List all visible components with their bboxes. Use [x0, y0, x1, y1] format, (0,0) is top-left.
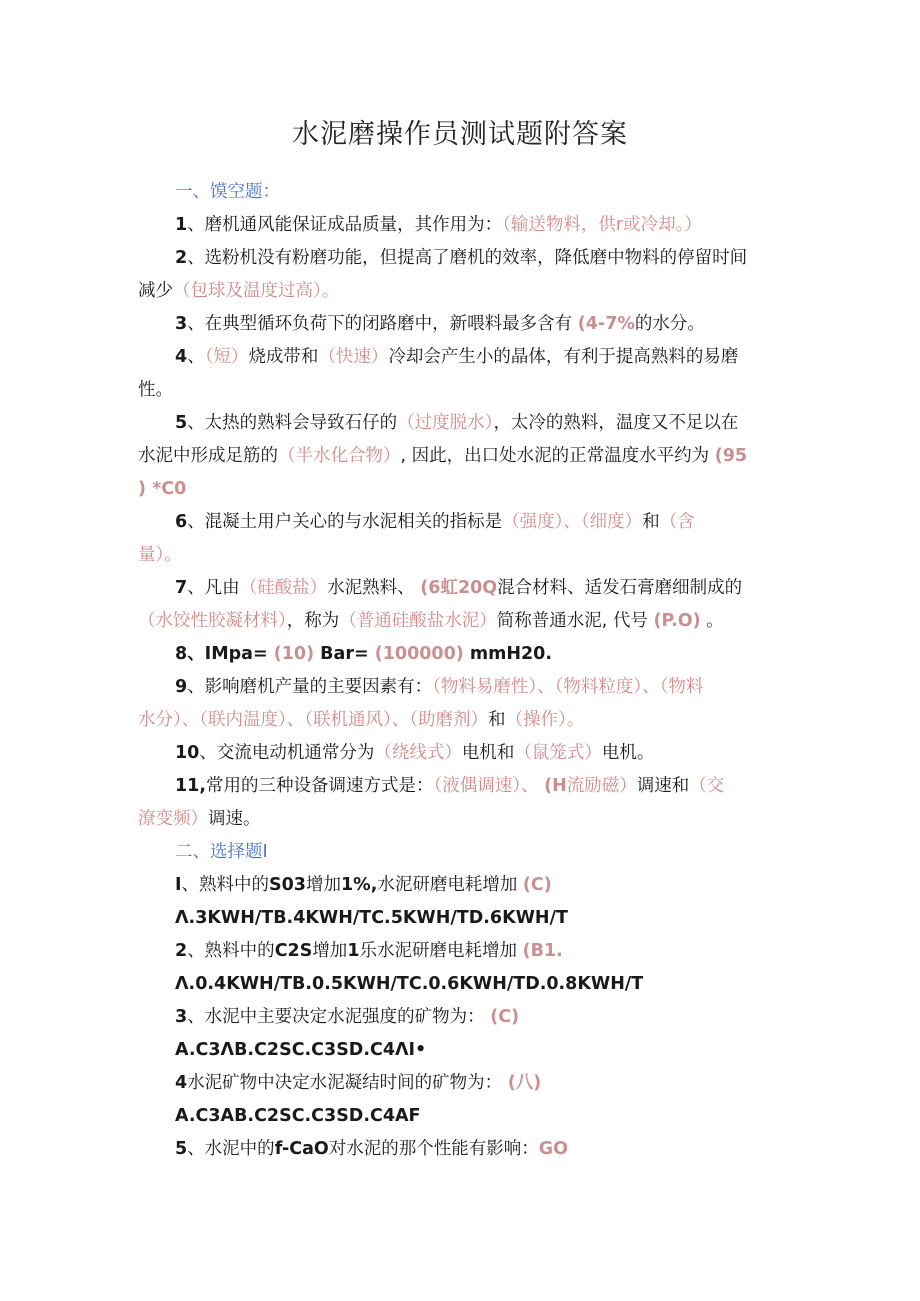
- section-fill-blank-heading: 一、馍空题：: [175, 182, 280, 202]
- answer: （强度）、（细度）: [502, 512, 643, 532]
- question-2: [175, 246, 747, 270]
- answer: (P.O): [653, 611, 701, 631]
- answer: GO: [538, 1139, 569, 1159]
- answer: (H: [544, 776, 567, 796]
- question-text: 性。: [138, 380, 173, 400]
- choice-options-1: Λ.3KWH/TB.4KWH/TC.5KWH/TD.6KWH/T: [175, 908, 568, 928]
- question-number: I: [175, 875, 182, 895]
- answer: （包球及温度过高）。: [173, 281, 340, 301]
- question-text: Bar=: [320, 644, 369, 664]
- page-title: 水泥磨操作员测试题附答案: [292, 119, 628, 150]
- question-text: 减少: [138, 281, 173, 301]
- question-number: 2: [175, 941, 188, 961]
- question-text: 混合材料、适发石膏磨细制成的: [497, 578, 743, 598]
- question-number: 4: [175, 347, 188, 367]
- answer: 流励磁）: [566, 776, 637, 796]
- answer: （硅酸盐）: [239, 578, 328, 598]
- answer: (6虹20Q: [420, 578, 498, 598]
- question-text: 对水泥的那个性能有影响：: [328, 1139, 539, 1159]
- question-text: 水泥熟料、: [327, 578, 415, 598]
- question-8: [175, 642, 552, 666]
- answer: (100000): [374, 644, 464, 664]
- question-number: 6: [175, 512, 188, 532]
- question-2-cont: [138, 279, 339, 303]
- answer: (10): [273, 644, 315, 664]
- question-number: 5: [175, 1139, 188, 1159]
- question-7: [175, 576, 742, 600]
- answer: ) *C0: [138, 479, 187, 499]
- question-text: ，称为: [286, 611, 340, 631]
- question-10: [175, 741, 654, 765]
- answer: （绕线式）: [374, 743, 462, 763]
- answer: 量）。: [138, 545, 182, 565]
- answer: (95: [714, 446, 748, 466]
- question-text: 增加: [305, 875, 341, 895]
- answer: (B1.: [522, 941, 563, 961]
- question-text: 1: [347, 941, 360, 961]
- question-text: 冷却会产生小的晶体，有利于提高熟料的易磨: [388, 347, 739, 367]
- question-5-cont: [138, 444, 747, 468]
- question-number: 5: [175, 413, 188, 433]
- question-text: C2S: [274, 941, 313, 961]
- question-number: 9: [175, 677, 188, 697]
- question-text: 水泥中形成足筋的: [138, 446, 278, 466]
- question-text: 、磨机通风能保证成品质量，其作用为：: [187, 215, 503, 235]
- question-text: 、凡由: [187, 578, 240, 598]
- question-number: 3: [175, 314, 188, 334]
- question-text: 、选粉机没有粉磨功能，但提高了磨机的效率，降低磨中物料的停留时间: [187, 248, 748, 268]
- question-text: 调速和: [636, 776, 690, 796]
- question-text: 、影响磨机产量的主要因素有：: [187, 677, 433, 697]
- question-7-cont: [138, 609, 724, 633]
- question-text: 1%,: [340, 875, 378, 895]
- answer: （操作）。: [505, 710, 585, 730]
- answer: （输送物料，供r或冷却。）: [502, 215, 702, 235]
- answer: （短）: [204, 347, 249, 367]
- question-text: , 因此，出口处水泥的正常温度水平约为: [400, 446, 710, 466]
- question-text: 电机。: [601, 743, 655, 763]
- question-6-cont: [138, 543, 182, 567]
- answer: （含: [659, 512, 695, 532]
- question-text: 和: [642, 512, 660, 532]
- question-number: 1: [175, 215, 188, 235]
- question-text: 常用的三种设备调速方式是：: [206, 776, 434, 796]
- question-number: 10: [175, 743, 200, 763]
- question-4: [175, 345, 738, 369]
- question-text: 和: [488, 710, 506, 730]
- question-text: 、太热的熟料会导致石仔的: [187, 413, 398, 433]
- answer: 潦变频）: [138, 809, 208, 829]
- choice-question-1: [175, 873, 552, 897]
- answer: （半水化合物）: [278, 446, 401, 466]
- question-text: mmH20.: [469, 644, 552, 664]
- question-11-cont: [138, 807, 261, 831]
- question-number: 3: [175, 1007, 188, 1027]
- question-text: 的水分。: [634, 314, 705, 334]
- answer: 水分）、（联内温度）、（联机通风）、（助磨剂）: [138, 710, 488, 730]
- question-number: 2: [175, 248, 188, 268]
- question-text: 、熟料中的: [187, 941, 275, 961]
- choice-question-3: [175, 1005, 519, 1029]
- question-number: 7: [175, 578, 188, 598]
- question-9: [175, 675, 703, 699]
- choice-question-4: [175, 1071, 541, 1095]
- choice-options-3: A.C3ΛB.C2SC.C3SD.C4ΛI•: [175, 1040, 427, 1060]
- question-text: 、混凝土用户关心的与水泥相关的指标是: [187, 512, 503, 532]
- choice-options-2: Λ.0.4KWH/TB.0.5KWH/TC.0.6KWH/TD.0.8KWH/T: [175, 974, 644, 994]
- question-text: 调速。: [208, 809, 261, 829]
- answer: （物料易磨性）、（物料粒度）、（物料: [432, 677, 704, 697]
- answer: （快速）: [318, 347, 389, 367]
- question-text: 水泥矿物中决定水泥凝结时间的矿物为：: [187, 1073, 503, 1093]
- question-9-cont: [138, 708, 584, 732]
- question-text: 。: [706, 611, 724, 631]
- question-text: 、熟料中的: [181, 875, 270, 895]
- question-number: 4: [175, 1073, 188, 1093]
- question-text: S03: [269, 875, 306, 895]
- question-number: 8: [175, 644, 188, 664]
- question-text: 水泥研磨电耗增加: [377, 875, 518, 895]
- answer: （普通硅酸盐水泥）: [339, 611, 497, 631]
- question-6: [175, 510, 695, 534]
- question-text: f-CaO: [274, 1139, 329, 1159]
- choice-question-2: [175, 939, 563, 963]
- answer: (C): [522, 875, 552, 895]
- question-1: [175, 213, 702, 237]
- question-text: 烧成带和: [248, 347, 319, 367]
- answer: (4-7%: [577, 314, 635, 334]
- question-text: 电机和: [461, 743, 515, 763]
- question-number: 11,: [175, 776, 207, 796]
- choice-options-4: A.C3AB.C2SC.C3SD.C4AF: [175, 1106, 421, 1126]
- answer: （水饺性胶凝材料）: [138, 611, 287, 631]
- question-text: ，太冷的熟料，温度又不足以在: [493, 413, 739, 433]
- answer: （交: [689, 776, 725, 796]
- question-3: [175, 312, 705, 336]
- section-choice-heading: 二、选择题I: [175, 842, 268, 862]
- question-text: 、: [187, 347, 205, 367]
- answer: （鼠笼式）: [514, 743, 602, 763]
- answer: （过度脱水）: [397, 413, 494, 433]
- question-text: 乐水泥研磨电耗增加: [359, 941, 517, 961]
- question-text: 简称普通水泥, 代号: [496, 611, 648, 631]
- question-text: 、交流电动机通常分为: [199, 743, 375, 763]
- question-text: 、IMpa=: [187, 644, 268, 664]
- question-11: [175, 774, 724, 798]
- question-5: [175, 411, 738, 435]
- question-4-cont: [138, 378, 173, 402]
- answer: (八): [507, 1073, 542, 1093]
- question-text: 、在典型循环负荷下的闭路磨中，新喂料最多含有: [187, 314, 573, 334]
- choice-question-5: [175, 1137, 568, 1161]
- question-text: 、水泥中主要决定水泥强度的矿物为：: [187, 1007, 485, 1027]
- question-text: 、水泥中的: [187, 1139, 275, 1159]
- question-5-cont2: [138, 477, 186, 501]
- answer: (C): [490, 1007, 520, 1027]
- question-text: 增加: [312, 941, 348, 961]
- answer: （液偶调速）、: [433, 776, 539, 796]
